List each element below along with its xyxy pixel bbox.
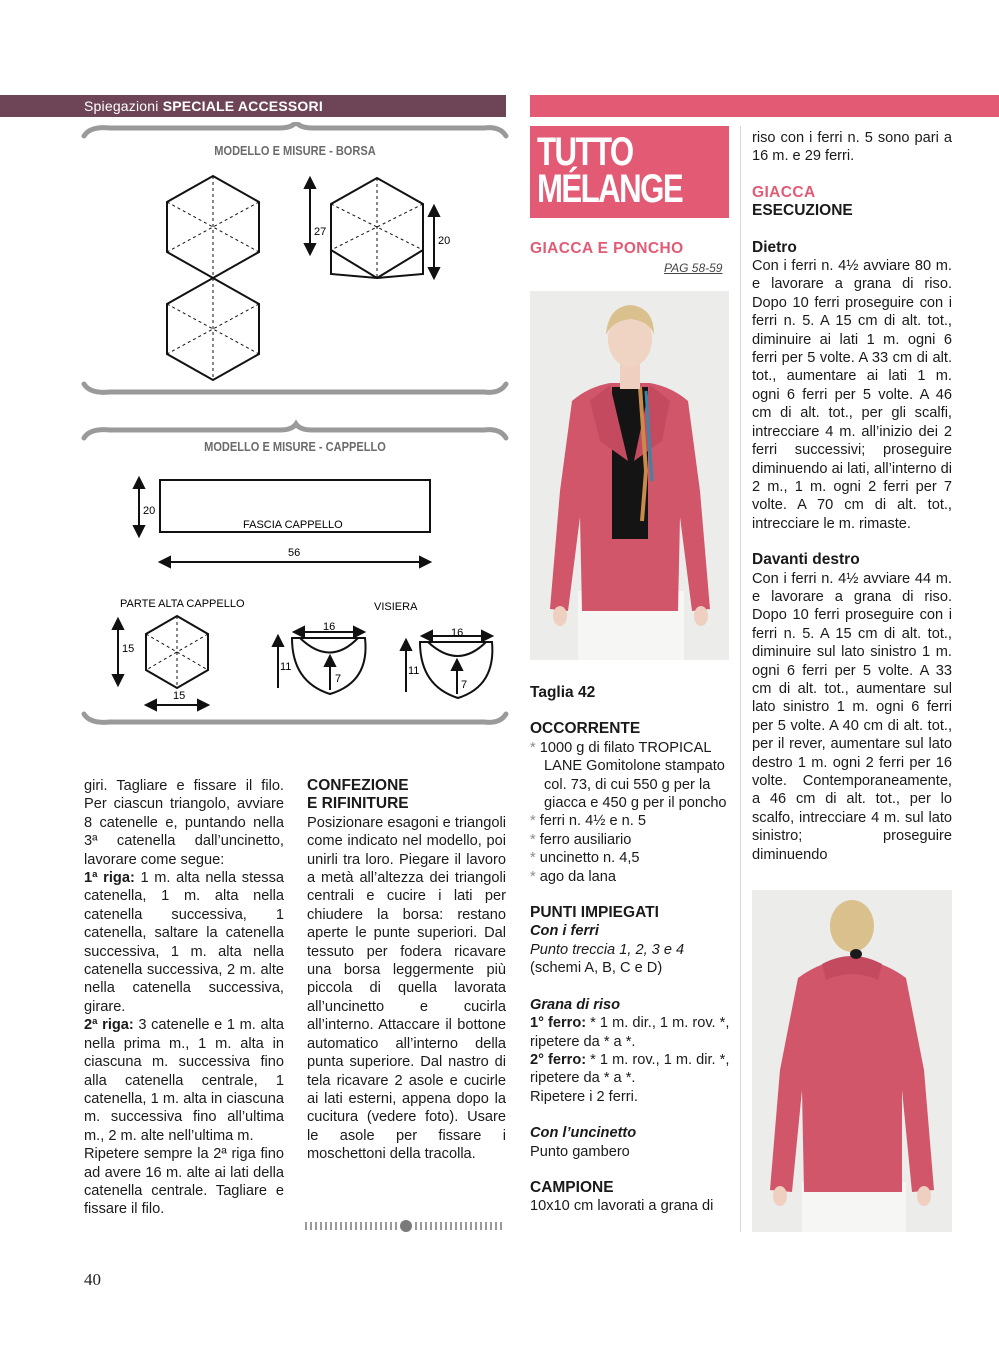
occorrente-item: * ferri n. 4½ e n. 5 [530,813,647,830]
brace-bottom-borsa [84,384,506,392]
section-header [0,95,506,117]
occorrente-item: * ago da lana [530,868,617,885]
model-back-photo [752,890,952,1232]
ferro-2: 2° ferro: * 1 m. rov., 1 m. dir. *, ripetere da * a *. [530,1051,730,1087]
article-subtitle: GIACCA E PONCHO [530,240,684,257]
col1-row2 [84,1016,284,1145]
dietro-head: Dietro [752,238,797,256]
schemi: (schemi A, B, C e D) [530,960,663,977]
borsa-dim-left: 27 [314,226,327,238]
esecuzione-head: ESECUZIONE [752,202,853,220]
taglia: Taglia 42 [530,684,596,701]
title-line-2: MÉLANGE [537,167,683,211]
parte-alta-label: PARTE ALTA CAPPELLO [120,598,245,610]
occorrente-head: OCCORRENTE [530,720,641,738]
visiera-width-right: 16 [451,627,464,639]
campione-head: CAMPIONE [530,1178,614,1196]
col4-intro: riso con i ferri n. 5 sono pari a 16 m. e 29 ferri. [752,130,952,165]
model-front-photo [530,291,729,660]
row2-label: 2ª riga: [84,1017,134,1034]
occorrente-item: * ferro ausiliario [530,831,632,848]
punto-treccia: Punto treccia 1, 2, 3 e 4 [530,941,685,958]
parte-alta-width: 15 [173,690,186,702]
article-title [530,126,729,218]
borsa-folded [331,178,423,278]
uncinetto-head: Con l’uncinetto [530,1125,637,1142]
col1-end: Ripetere sempre la 2ª riga fino ad avere 16 m. alte ai lati della catenella centrale. Tagliare e fissare il filo. [84,1146,284,1218]
row2-text: 3 catenelle e 1 m. alta nella prima m., 1 m. alta in ciascuna m. successiva fino alla catenella centrale, 1 catenella, 1 m. alta in ciascuna m. successiva fino all’ultima m., 2 m. alte nell’ultima m. [84,1017,284,1144]
column-4 [752,129,952,864]
brace-bottom-cappello [84,714,506,722]
title-line-1: TUTTO [537,130,633,174]
borsa-diagram-title: MODELLO E MISURE - BORSA [214,143,376,158]
confezione-head-2: E RIFINITURE [307,795,409,813]
brace-top-cappello [84,424,506,438]
visiera-inner-left: 7 [335,673,342,685]
fascia-label: FASCIA CAPPELLO [243,519,343,531]
grana-head: Grana di riso [530,996,621,1013]
visiera-height-right: 11 [408,665,420,677]
borsa-hexagon-top [167,176,259,278]
col1-row1 [84,869,284,1016]
column-divider [740,126,741,1232]
visiera-inner-right: 7 [461,679,468,691]
visiera-height-left: 11 [280,661,292,673]
con-ferri: Con i ferri [530,923,599,940]
giacca-head: GIACCA [752,183,816,201]
parte-alta-dim-arrows [113,619,208,710]
visiera-label: VISIERA [374,601,418,613]
decorative-dots [305,1218,507,1234]
campione-text: 10x10 cm lavorati a grana di [530,1198,714,1215]
page-reference[interactable]: PAG 58-59 [664,261,723,275]
davanti-text: Con i ferri n. 4½ avviare 44 m. e lavorare a grana di riso. Dopo 10 ferri proseguire con i ferri n. 5. A 15 cm di alt. tot., diminuire sul lato sinistro 1 m. ogni 6 ferri per 5 volte. A 33 cm di alt. tot., aumentare sul lato sinistro 1 m. ogni 6 ferri per 5 volte. A 40 cm di alt. tot., per il rever, aumentare sul lato destro 1 m. ogni 2 ferri per 16 volte. Contemporaneamente, a 46 cm di alt. tot., per lo scalfo, intrecciare 4 m. sul lato sinistro; proseguire diminuendo [752,570,952,863]
section-prefix: Spiegazioni [84,98,159,114]
row1-text: 1 m. alta nella stessa catenella, 1 m. alta nella catenella successiva, 1 catenella, saltare la catenella successiva, 1 m. alta nella catenella successiva, 2 m. alte nella catenella successiva, girare. [84,870,284,1015]
borsa-hexagon-bottom [167,278,259,380]
davanti-head: Davanti destro [752,551,860,569]
model-back-illustration [752,890,952,1232]
confezione-head-1: CONFEZIONE [307,777,409,794]
occorrente-item: * uncinetto n. 4,5 [530,850,640,867]
punti-head: PUNTI IMPIEGATI [530,904,659,922]
parte-alta-hexagon [146,616,208,688]
section-title: SPECIALE ACCESSORI [162,98,323,114]
column-2 [307,777,506,1164]
parte-alta-height: 15 [122,643,135,655]
accent-header-bar [530,95,999,117]
confezione-body: Posizionare esagoni e triangoli come indicato nel modello, poi unirli tra loro. Piegare il lavoro a metà all’altezza dei triangoli centrali e cucire i lati per chiudere la borsa: restano aperte le punte superiori. Dal tessuto per fodera ricavare una borsa leggermente più piccola di quella lavorata all’uncinetto e cucirla all’interno. Attaccare il bottone automatico all’interno della punta superiore. Dal nastro di tela ricavare 2 asole e cucirle ai lati esterni, appena dopo la cucitura (vedere foto). Usare le asole per fissare i moschettoni della tracolla. [307,814,506,1163]
page-number: 40 [84,1270,101,1289]
ferro-1: 1° ferro: * 1 m. dir., 1 m. rov. *, ripetere da * a *. [530,1015,730,1050]
ripetere: Ripetere i 2 ferri. [530,1088,638,1105]
visiera-width-left: 16 [323,621,336,633]
occorrente-item: * 1000 g di filato TROPICAL LANE Gomitolone stampato col. 73, di cui 550 g per la giacca e 450 g per il poncho [530,739,727,812]
borsa-dim-right: 20 [438,235,451,247]
col1-intro: giri. Tagliare e fissare il filo. Per ciascun triangolo, avviare 8 catenelle e, puntando nella 3ª catenella dall’uncinetto, lavorare come segue: [84,778,284,868]
model-front-illustration [530,291,729,660]
row1-label: 1ª riga: [84,870,135,887]
column-1 [84,777,284,1219]
dietro-text: Con i ferri n. 4½ avviare 80 m. e lavorare a grana di riso. Dopo 10 ferri proseguire con i ferri n. 5. A 15 cm di alt. tot., diminuire ai lati 1 m. ogni 6 ferri per 5 volte. A 33 cm di alt. tot., aumentare ai lati 1 m. ogni 6 ferri per 5 volte. A 46 cm di alt. tot., per gli scalfi, intrecciare 4 m. all’inizio dei 2 ferri successivi; proseguire diminuendo ai lati, all’interno di 2 m., 1 m. ogni 2 ferri per 7 volte. A 70 cm di alt. tot., intrecciare le m. rimaste. [752,258,952,532]
column-3 [530,684,730,1216]
punto-gambero: Punto gambero [530,1143,630,1160]
pattern-diagrams [0,122,520,732]
cappello-diagram-title: MODELLO E MISURE - CAPPELLO [204,439,386,454]
fascia-width: 56 [288,547,301,559]
brace-top-borsa [84,122,506,136]
fascia-height: 20 [143,505,156,517]
